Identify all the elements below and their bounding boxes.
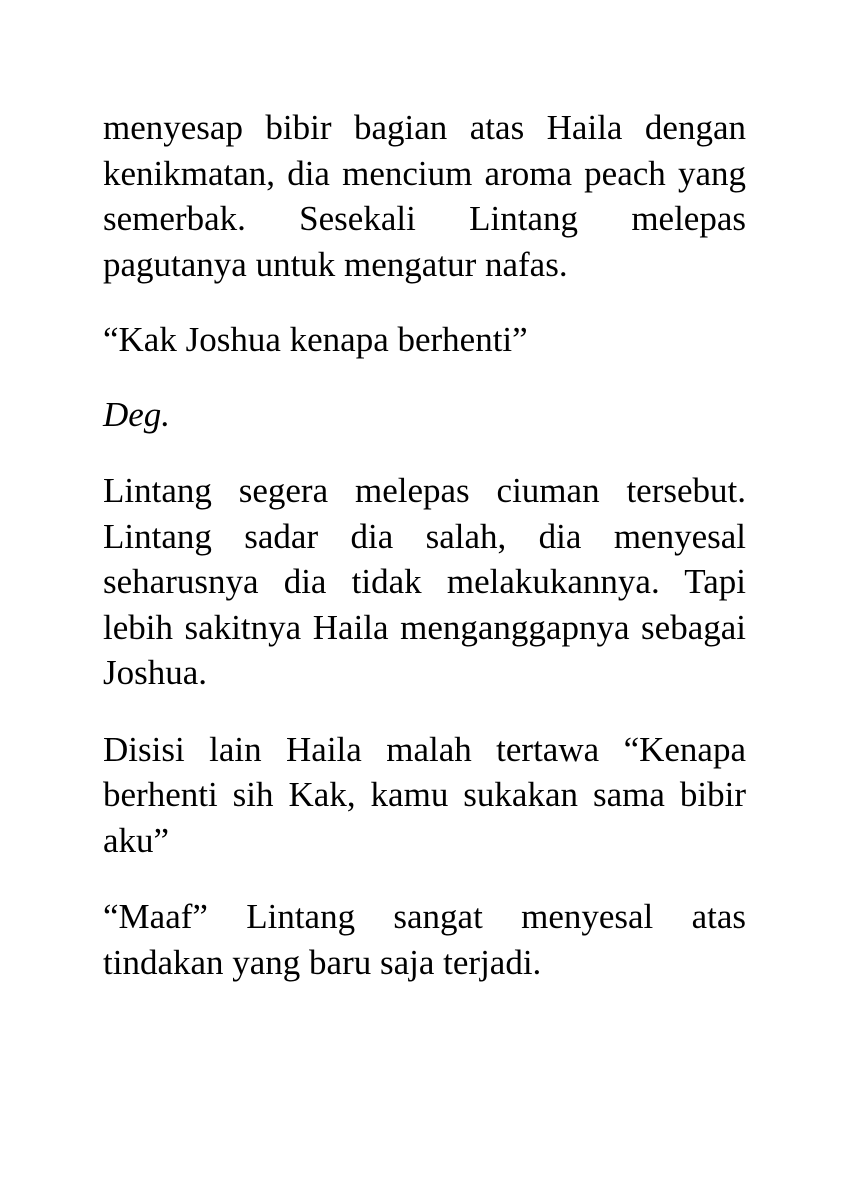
paragraph-3-italic: Deg.: [103, 394, 171, 434]
paragraph-5: Disisi lain Haila malah tertawa “Kenapa berhenti sih Kak, kamu sukakan sama bibir aku”: [103, 729, 746, 860]
paragraph-1: menyesap bibir bagian atas Haila dengan kenikmatan, dia mencium aroma peach yang semerbak. Sesekali Lintang melepas pagutanya untuk mengatur nafas.: [103, 108, 746, 284]
paragraph-6: “Maaf” Lintang sangat menyesal atas tindakan yang baru saja terjadi.: [103, 897, 746, 982]
paragraph-4: Lintang segera melepas ciuman tersebut. Lintang sadar dia salah, dia menyesal seharusnya dia tidak melakukannya. Tapi lebih sakitnya Haila menganggapnya sebagai Joshua.: [103, 471, 746, 692]
paragraph-2-dialogue: “Kak Joshua kenapa berhenti”: [103, 320, 528, 359]
document-page: [103, 105, 746, 1015]
